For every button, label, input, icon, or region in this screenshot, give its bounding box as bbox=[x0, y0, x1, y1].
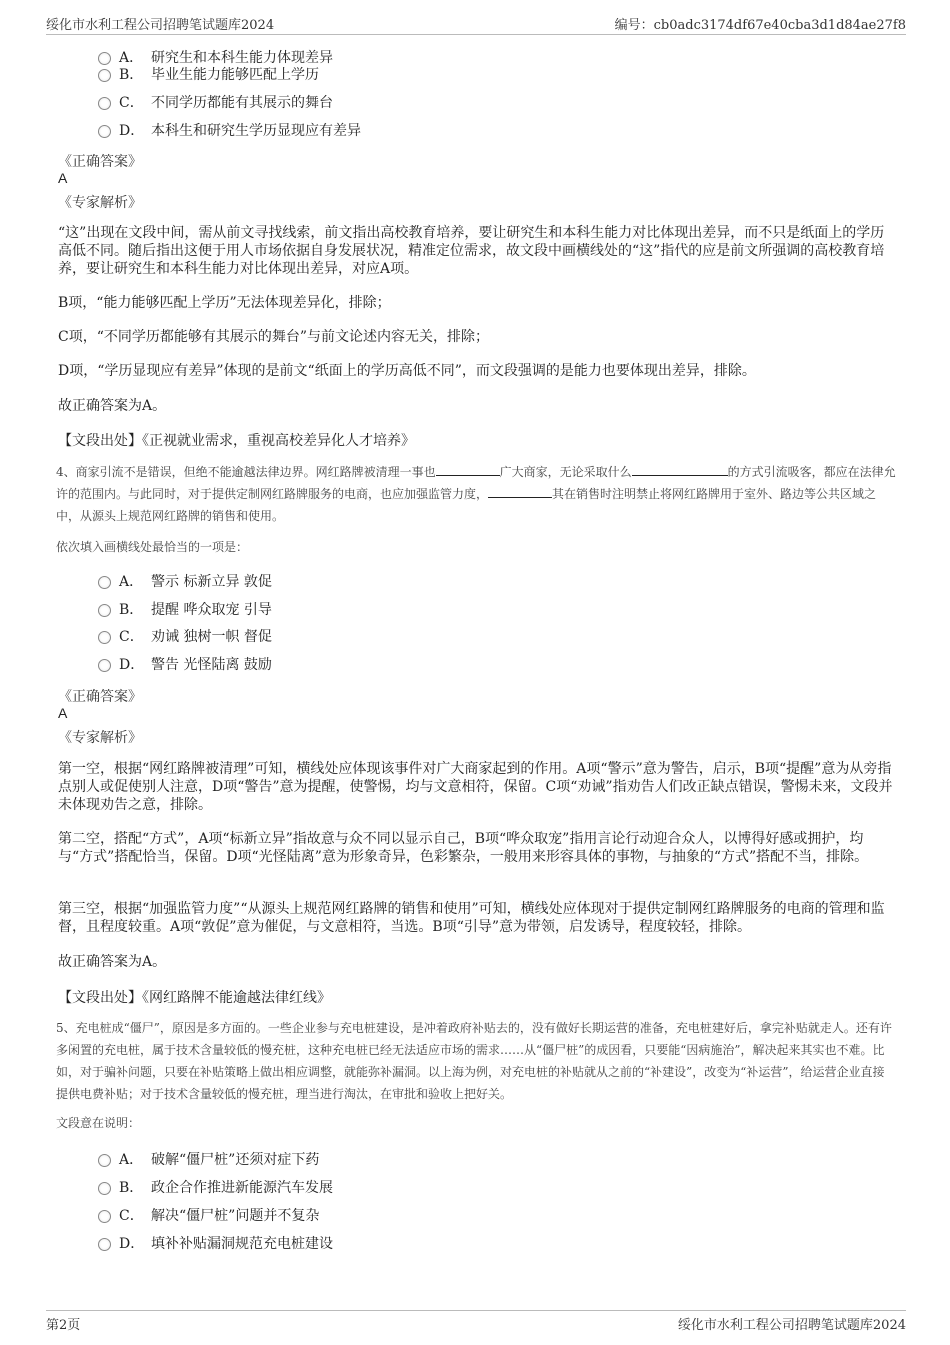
answer-value: A bbox=[58, 170, 68, 186]
analysis-paragraph: “这”出现在文段中间，需从前文寻找线索，前文指出高校教育培养，要让研究生和本科生能力对比体现出差异，而不只是纸面上的学历高低不同。随后指出这便于用人市场依据自身发展状况，精准定位需求，故文段中画横线处的“这”指代的应是前文所强调的高校教育培养，要让研究生和本科生能力对比体现出差异，对应A项。 bbox=[58, 225, 885, 277]
source-citation: 【文段出处】《正视就业需求，重视高校差异化人才培养》 bbox=[58, 433, 415, 449]
radio-icon[interactable] bbox=[98, 52, 111, 65]
fill-blank bbox=[488, 485, 552, 498]
analysis-conclusion: 故正确答案为A。 bbox=[58, 954, 167, 970]
q5-option-c[interactable]: C． 解决“僵尸桩”问题并不复杂 bbox=[98, 1206, 319, 1226]
analysis-paragraph: D项，“学历显现应有差异”体现的是前文“纸面上的学历高低不同”，而文段强调的是能力也要体现出差异，排除。 bbox=[58, 363, 756, 379]
radio-icon[interactable] bbox=[98, 1154, 111, 1167]
fill-blank bbox=[632, 463, 728, 476]
q4-option-a[interactable]: A． 警示 标新立异 敦促 bbox=[98, 572, 272, 592]
radio-icon[interactable] bbox=[98, 1182, 111, 1195]
q4-option-d[interactable]: D． 警告 光怪陆离 鼓励 bbox=[98, 655, 272, 675]
q5-option-a[interactable]: A． 破解“僵尸桩”还须对症下药 bbox=[98, 1150, 319, 1170]
fill-blank bbox=[436, 463, 500, 476]
q3-option-b[interactable]: B． 毕业生能力能够匹配上学历 bbox=[98, 65, 319, 85]
q5-option-d[interactable]: D． 填补补贴漏洞规范充电桩建设 bbox=[98, 1234, 333, 1254]
footer-title: 绥化市水利工程公司招聘笔试题库2024 bbox=[677, 1318, 906, 1333]
analysis-paragraph: C项，“不同学历都能够有其展示的舞台”与前文论述内容无关，排除； bbox=[58, 329, 490, 345]
question-prompt: 依次填入画横线处最恰当的一项是： bbox=[56, 540, 249, 554]
q3-option-c[interactable]: C． 不同学历都能有其展示的舞台 bbox=[98, 93, 333, 113]
answer-label: 《正确答案》 bbox=[58, 154, 142, 170]
q5-option-b[interactable]: B． 政企合作推进新能源汽车发展 bbox=[98, 1178, 333, 1198]
analysis-conclusion: 故正确答案为A。 bbox=[58, 398, 167, 414]
q3-option-a[interactable]: A． 研究生和本科生能力体现差异 bbox=[98, 48, 333, 68]
question-prompt: 文段意在说明： bbox=[56, 1116, 141, 1130]
analysis-paragraph: B项，“能力能够匹配上学历”无法体现差异化，排除； bbox=[58, 295, 391, 311]
answer-value: A bbox=[58, 705, 68, 721]
q4-option-c[interactable]: C． 劝诫 独树一帜 督促 bbox=[98, 627, 272, 647]
q4-option-b[interactable]: B． 提醒 哗众取宠 引导 bbox=[98, 600, 272, 620]
q3-option-d[interactable]: D． 本科生和研究生学历显现应有差异 bbox=[98, 121, 361, 141]
answer-label: 《正确答案》 bbox=[58, 689, 142, 705]
radio-icon[interactable] bbox=[98, 659, 111, 672]
radio-icon[interactable] bbox=[98, 604, 111, 617]
radio-icon[interactable] bbox=[98, 1210, 111, 1223]
analysis-paragraph: 第一空，根据“网红路牌被清理”可知，横线处应体现该事件对广大商家起到的作用。A项“警示”意为警告，启示，B项“提醒”意为从旁指点别人或促使别人注意，D项“警告”意为提醒，使警惕，均与文意相符，保留。C项“劝诫”指劝告人们改正缺点错误，警惕未来，文段并未体现劝告之意，排除。 bbox=[58, 761, 893, 813]
radio-icon[interactable] bbox=[98, 631, 111, 644]
header-title: 绥化市水利工程公司招聘笔试题库2024 bbox=[46, 18, 275, 33]
radio-icon[interactable] bbox=[98, 576, 111, 589]
radio-icon[interactable] bbox=[98, 125, 111, 138]
analysis-paragraph: 第二空，搭配“方式”，A项“标新立异”指故意与众不同以显示自己，B项“哗众取宠”指用言论行动迎合众人，以博得好感或拥护，均与“方式”搭配恰当，保留。D项“光怪陆离”意为形象奇异，色彩繁杂，一般用来形容具体的事物，与抽象的“方式”搭配不当，排除。 bbox=[58, 831, 869, 865]
analysis-label: 《专家解析》 bbox=[58, 195, 142, 211]
radio-icon[interactable] bbox=[98, 1238, 111, 1251]
analysis-label: 《专家解析》 bbox=[58, 730, 142, 746]
analysis-paragraph: 第三空，根据“加强监管力度”“从源头上规范网红路牌的销售和使用”可知，横线处应体现对于提供定制网红路牌服务的电商的管理和监督，且程度较重。A项“敦促”意为催促，与文意相符，当选。B项“引导”意为带领，启发诱导，程度较轻，排除。 bbox=[58, 901, 885, 935]
page-number: 第2页 bbox=[46, 1318, 81, 1333]
radio-icon[interactable] bbox=[98, 69, 111, 82]
source-citation: 【文段出处】《网红路牌不能逾越法律红线》 bbox=[58, 990, 331, 1006]
page-header bbox=[46, 14, 906, 35]
question-stem: 4、商家引流不是错误，但绝不能逾越法律边界。网红路牌被清理一事也 广大商家，无论采取什么 的方式引流吸客，都应在法律允许的范围内。与此同时，对于提供定制网红路牌服务的电商，也应加强监管力度， 其在销售时注明禁止将网红路牌用于室外、路边等公共区域之中，从源头上规范网红路牌的销售和使用。 bbox=[56, 465, 896, 523]
radio-icon[interactable] bbox=[98, 97, 111, 110]
page-footer bbox=[46, 1310, 906, 1334]
document-code: 编号：cb0adc3174df67e40cba3d1d84ae27f8 bbox=[614, 18, 906, 33]
question-stem: 5、充电桩成“僵尸”，原因是多方面的。一些企业参与充电桩建设，是冲着政府补贴去的，没有做好长期运营的准备，充电桩建好后，拿完补贴就走人。还有许多闲置的充电桩，属于技术含量较低的慢充桩，这种充电桩已经无法适应市场的需求……从“僵尸桩”的成因看，只要能“因病施治”，解决起来其实也不难。比如，对于骗补问题，只要在补贴策略上做出相应调整，就能弥补漏洞。以上海为例，对充电桩的补贴就从之前的“补建设”，改变为“补运营”，给运营企业直接提供电费补贴；对于技术含量较低的慢充桩，理当进行淘汰，在审批和验收上把好关。 bbox=[56, 1021, 892, 1101]
